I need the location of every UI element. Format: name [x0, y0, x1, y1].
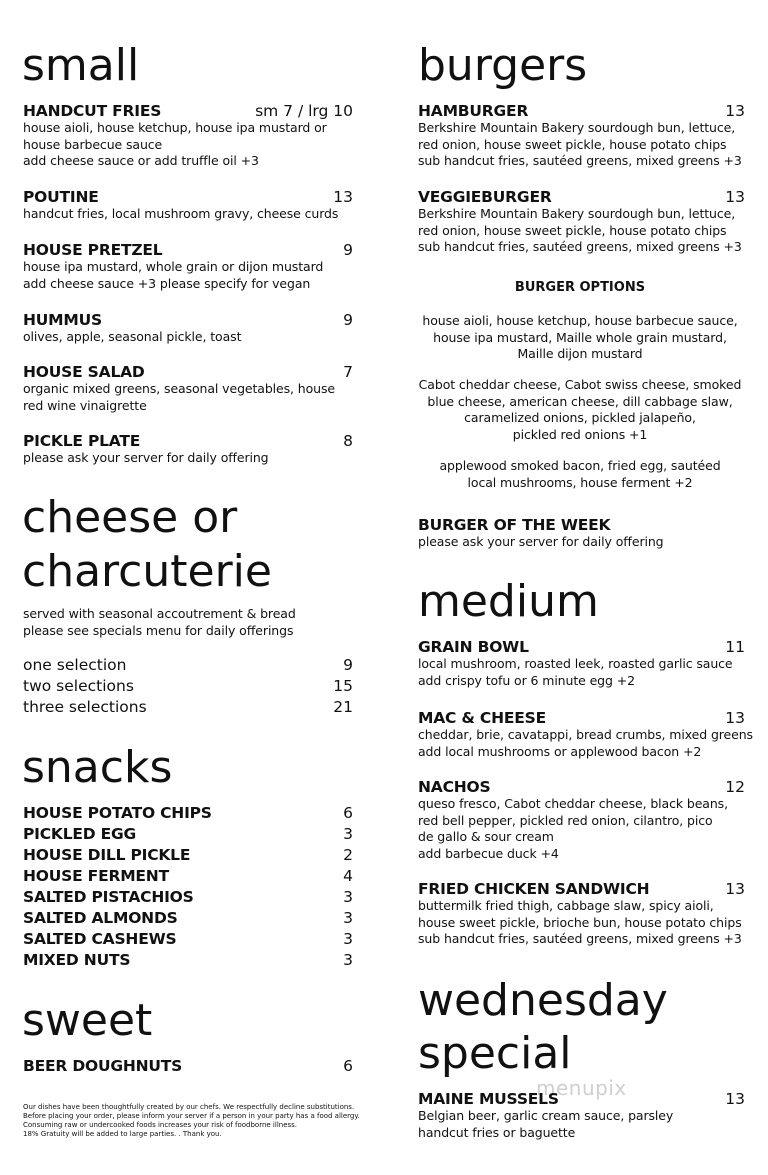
section-title-cheese-line1: cheese or	[22, 492, 238, 543]
item-price: 13	[725, 880, 745, 898]
snack-price: 2	[343, 846, 353, 864]
snack-row	[23, 866, 353, 887]
item-price: 11	[725, 638, 745, 656]
footnote-line: Before placing your order, please inform your server if a person in your party has a food allergy.	[23, 1112, 360, 1120]
snack-name: HOUSE POTATO CHIPS	[23, 804, 212, 822]
cheese-note: served with seasonal accoutrement & bread	[23, 606, 296, 621]
item-name: HANDCUT FRIES	[23, 102, 162, 120]
footnote-line: Consuming raw or undercooked foods increases your risk of foodborne illness.	[23, 1121, 298, 1129]
snack-name: PICKLED EGG	[23, 825, 137, 843]
menu-item-grain-bowl	[418, 638, 745, 689]
item-description: red onion, house sweet pickle, house potato chips	[418, 222, 727, 238]
item-description: Berkshire Mountain Bakery sourdough bun, lettuce,	[418, 206, 736, 221]
item-description: red onion, house sweet pickle, house potato chips	[418, 136, 727, 152]
sweet-price: 6	[343, 1057, 353, 1075]
item-description: house aioli, house ketchup, house ipa mustard or	[23, 120, 327, 135]
snack-row	[23, 908, 353, 929]
snack-name: SALTED PISTACHIOS	[23, 888, 194, 906]
item-description: queso fresco, Cabot cheddar cheese, black beans,	[418, 796, 728, 811]
burger-option-line: applewood smoked bacon, fried egg, sautéed	[439, 458, 721, 473]
selection-label: three selections	[23, 698, 147, 716]
section-title-wednesday-line1: wednesday	[418, 975, 668, 1026]
item-description: add barbecue duck +4	[418, 845, 559, 861]
item-description: sub handcut fries, sautéed greens, mixed greens +3	[418, 239, 742, 254]
snack-row	[23, 803, 353, 824]
cheese-note: please see specials menu for daily offerings	[23, 622, 294, 638]
item-description: add crispy tofu or 6 minute egg +2	[418, 672, 635, 688]
snack-price: 4	[343, 867, 353, 885]
snack-price: 3	[343, 888, 353, 906]
snack-name: MIXED NUTS	[23, 951, 131, 969]
item-description: Berkshire Mountain Bakery sourdough bun, lettuce,	[418, 120, 736, 135]
selection-price: 15	[333, 677, 353, 695]
burger-option-line: pickled red onions +1	[512, 426, 648, 442]
item-name: HOUSE SALAD	[23, 363, 145, 381]
snack-row	[23, 845, 353, 866]
menu-item-house-pretzel	[23, 241, 353, 292]
selection-price: 9	[343, 656, 353, 674]
burger-option-line: Cabot cheddar cheese, Cabot swiss cheese, smoked	[418, 377, 742, 392]
section-title-small: small	[22, 40, 140, 91]
sweet-name: BEER DOUGHNUTS	[23, 1057, 183, 1075]
item-description: house sweet pickle, brioche bun, house potato chips	[418, 914, 742, 930]
watermark-logo: menupix	[536, 1076, 627, 1100]
item-name: NACHOS	[418, 778, 491, 796]
item-price: 13	[725, 709, 745, 727]
item-price: 13	[725, 188, 745, 206]
item-description: Belgian beer, garlic cream sauce, parsley	[418, 1108, 674, 1123]
snack-row	[23, 929, 353, 950]
item-description: de gallo & sour cream	[418, 829, 554, 844]
item-name: FRIED CHICKEN SANDWICH	[418, 880, 650, 898]
item-description: olives, apple, seasonal pickle, toast	[23, 329, 242, 344]
item-description: organic mixed greens, seasonal vegetables, house	[23, 381, 336, 396]
snack-price: 6	[343, 804, 353, 822]
item-price: 13	[333, 188, 353, 206]
menu-item-hummus	[23, 311, 353, 346]
item-description: house barbecue sauce	[23, 136, 163, 152]
item-price: 12	[725, 778, 745, 796]
burger-options-heading-block	[415, 280, 745, 296]
sweet-row	[23, 1056, 353, 1077]
burger-options-heading: BURGER OPTIONS	[514, 280, 646, 295]
item-name: HUMMUS	[23, 311, 102, 329]
snack-price: 3	[343, 930, 353, 948]
item-description: red bell pepper, pickled red onion, cilantro, pico	[418, 812, 713, 828]
selection-row	[23, 655, 353, 676]
item-description: please ask your server for daily offering	[418, 534, 664, 549]
item-name: BURGER OF THE WEEK	[418, 516, 611, 534]
menu-item-nachos	[418, 778, 745, 862]
burger-option-line: house aioli, house ketchup, house barbecue sauce,	[422, 313, 738, 328]
item-description: sub handcut fries, sautéed greens, mixed greens +3	[418, 931, 742, 946]
selection-label: two selections	[23, 677, 134, 695]
cheese-notes	[23, 606, 296, 639]
menu-item-pickle-plate	[23, 432, 353, 467]
item-description: sub handcut fries, sautéed greens, mixed greens +3	[418, 153, 742, 168]
item-price: 13	[725, 102, 745, 120]
snack-price: 3	[343, 951, 353, 969]
item-price: 9	[343, 311, 353, 329]
item-name: HOUSE PRETZEL	[23, 241, 163, 259]
burger-options-group	[415, 313, 745, 363]
menu-item-handcut-fries	[23, 102, 353, 170]
item-description: handcut fries, local mushroom gravy, cheese curds	[23, 206, 339, 221]
footnote	[23, 1103, 383, 1139]
item-price: 13	[725, 1090, 745, 1108]
item-name: GRAIN BOWL	[418, 638, 529, 656]
selection-row	[23, 697, 353, 718]
section-title-burgers: burgers	[418, 40, 588, 91]
item-name: VEGGIEBURGER	[418, 188, 552, 206]
menu-item-poutine	[23, 188, 353, 223]
item-description: house ipa mustard, whole grain or dijon mustard	[23, 259, 324, 274]
menu-item-fried-chicken-sandwich	[418, 880, 745, 948]
snack-name: HOUSE DILL PICKLE	[23, 846, 191, 864]
section-title-sweet: sweet	[22, 995, 153, 1046]
selection-row	[23, 676, 353, 697]
item-name: MAINE MUSSELS	[418, 1090, 559, 1108]
menu-item-mac-and-cheese	[418, 709, 753, 760]
item-description: local mushroom, roasted leek, roasted garlic sauce	[418, 656, 733, 671]
snack-row	[23, 950, 353, 971]
burger-option-line: caramelized onions, pickled jalapeño,	[464, 410, 696, 425]
item-description: add cheese sauce or add truffle oil +3	[23, 153, 259, 168]
item-description: red wine vinaigrette	[23, 397, 147, 413]
menu-item-burger-of-the-week	[418, 516, 745, 551]
snack-row	[23, 824, 353, 845]
item-description: buttermilk fried thigh, cabbage slaw, spicy aioli,	[418, 898, 714, 913]
item-price: 8	[343, 432, 353, 450]
item-description: add local mushrooms or applewood bacon +2	[418, 743, 702, 759]
snack-price: 3	[343, 909, 353, 927]
burger-option-line: house ipa mustard, Maille whole grain mustard,	[433, 329, 727, 345]
item-name: MAC & CHEESE	[418, 709, 546, 727]
item-description: handcut fries or baguette	[418, 1124, 576, 1140]
section-title-cheese-line2: charcuterie	[22, 546, 272, 597]
footnote-line: 18% Gratuity will be added to large parties. . Thank you.	[23, 1130, 222, 1138]
menu-item-maine-mussels	[418, 1090, 745, 1141]
section-title-snacks: snacks	[22, 742, 173, 793]
item-name: PICKLE PLATE	[23, 432, 141, 450]
menu-item-hamburger	[418, 102, 745, 170]
burger-option-line: Maille dijon mustard	[517, 346, 643, 361]
burger-option-line: blue cheese, american cheese, dill cabbage slaw,	[427, 393, 733, 409]
menu-item-veggieburger	[418, 188, 745, 256]
item-description: add cheese sauce +3 please specify for vegan	[23, 275, 311, 291]
item-price: 9	[343, 241, 353, 259]
item-name: POUTINE	[23, 188, 99, 206]
selection-price: 21	[333, 698, 353, 716]
section-title-medium: medium	[418, 576, 599, 627]
snack-name: HOUSE FERMENT	[23, 867, 169, 885]
burger-option-line: local mushrooms, house ferment +2	[467, 474, 693, 490]
section-title-wednesday-line2: special	[418, 1028, 572, 1079]
item-price: sm 7 / lrg 10	[255, 102, 353, 120]
selection-label: one selection	[23, 656, 127, 674]
footnote-line: Our dishes have been thoughtfully created by our chefs. We respectfully decline substitutions.	[23, 1103, 355, 1111]
snack-row	[23, 887, 353, 908]
item-description: please ask your server for daily offering	[23, 450, 269, 465]
item-description: cheddar, brie, cavatappi, bread crumbs, mixed greens	[418, 727, 753, 742]
item-name: HAMBURGER	[418, 102, 529, 120]
item-price: 7	[343, 363, 353, 381]
snack-price: 3	[343, 825, 353, 843]
menu-item-house-salad	[23, 363, 353, 414]
burger-options-group	[415, 458, 745, 491]
snack-name: SALTED CASHEWS	[23, 930, 177, 948]
burger-options-group	[415, 377, 745, 443]
snack-name: SALTED ALMONDS	[23, 909, 178, 927]
